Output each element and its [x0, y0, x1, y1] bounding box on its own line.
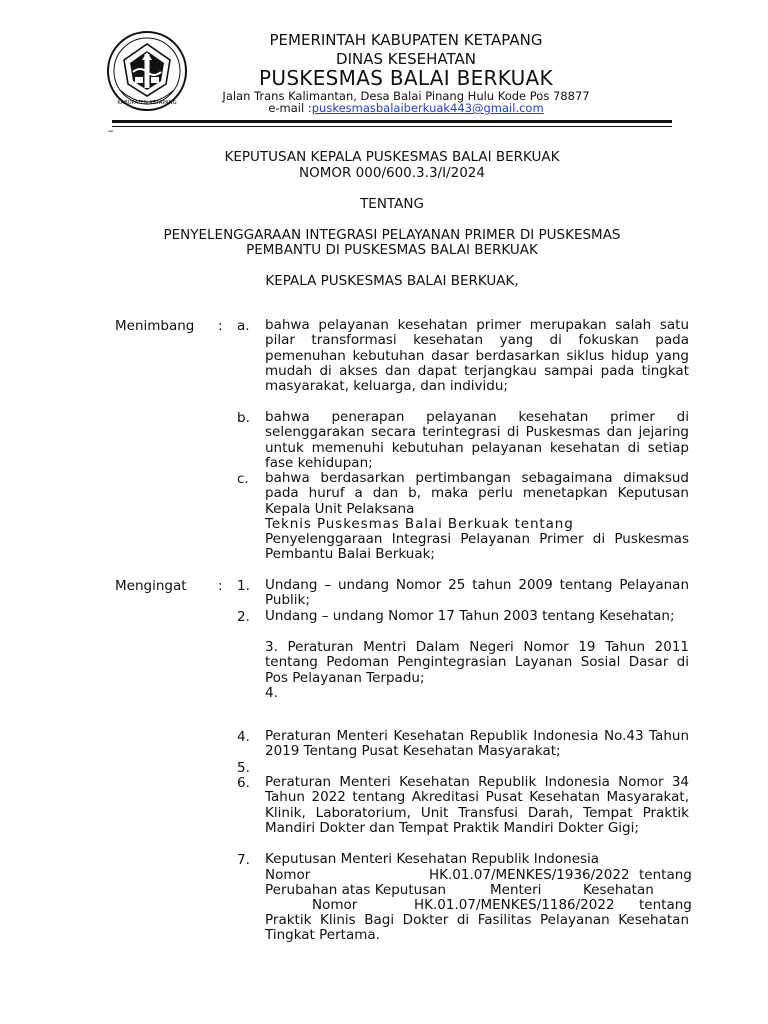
- mengingat-colon: :: [218, 578, 223, 594]
- mengingat-item-2: Undang – undang Nomor 17 Tahun 2003 tentang Kesehatan;: [265, 608, 675, 624]
- stray-mark: –: [108, 124, 114, 137]
- mengingat-item-6: Peraturan Menteri Kesehatan Republik Indonesia Nomor 34 Tahun 2022 tentang Akreditasi Pusat Kesehatan Masyarakat, Klinik, Laboratorium, Unit Transfusi Darah, Tempat Praktik Mandiri Dokter dan Tempat Praktik Mandiri Dokter Gigi;: [265, 774, 689, 836]
- letterhead-institution: PUSKESMAS BALAI BERKUAK: [259, 66, 553, 90]
- mengingat-item-7-number1: HK.01.07/MENKES/1936/2022: [429, 867, 630, 883]
- mengingat-item-7-nomor2: Nomor: [312, 897, 358, 913]
- tentang-heading: TENTANG: [360, 196, 424, 212]
- header-rule-thick: [112, 120, 672, 123]
- mengingat-item-7-kesehatan: Kesehatan: [583, 882, 654, 898]
- letterhead-line2: DINAS KESEHATAN: [336, 50, 476, 68]
- letterhead-email-line: [190, 101, 622, 115]
- letterhead-line1: PEMERINTAH KABUPATEN KETAPANG: [269, 31, 543, 49]
- email-label: e-mail :: [268, 101, 312, 115]
- mengingat-item-1: Undang – undang Nomor 25 tahun 2009 tentang Pelayanan Publik;: [265, 577, 689, 609]
- mengingat-item-7-number2: HK.01.07/MENKES/1186/2022: [414, 897, 615, 913]
- mengingat-item-7-menteri: Menteri: [490, 882, 542, 898]
- menimbang-item-c-part2: Teknis Puskesmas Balai Berkuak tentang: [265, 516, 574, 532]
- menimbang-marker-b: b.: [237, 410, 250, 426]
- mengingat-marker-7: 7.: [237, 852, 250, 868]
- mengingat-item-4: Peraturan Menteri Kesehatan Republik Indonesia No.43 Tahun 2019 Tentang Pusat Kesehatan Masyarakat;: [265, 728, 689, 760]
- mengingat-item-7-line1: Keputusan Menteri Kesehatan Republik Indonesia: [265, 851, 600, 867]
- email-link[interactable]: puskesmasbalaiberkuak443@gmail.com: [311, 101, 544, 115]
- mengingat-item-4-empty: 4.: [265, 685, 278, 701]
- official-title: KEPALA PUSKESMAS BALAI BERKUAK,: [265, 273, 519, 289]
- menimbang-item-c-part1: bahwa berdasarkan pertimbangan sebagaimana dimaksud pada huruf a dan b, maka perlu menetapkan Keputusan Kepala Unit Pelaksana: [265, 470, 689, 517]
- menimbang-marker-c: c.: [237, 471, 249, 487]
- header-rule-thin: [112, 126, 672, 127]
- mengingat-item-3-inline: 3. Peraturan Mentri Dalam Negeri Nomor 19 Tahun 2011 tentang Pedoman Pengintegrasian Layanan Sosial Dasar di Pos Pelayanan Terpadu;: [265, 639, 689, 686]
- letterhead-address: Jalan Trans Kalimantan, Desa Balai Pinang Hulu Kode Pos 78877: [222, 89, 590, 103]
- logo-caption: KABUPATEN KETAPANG: [117, 100, 177, 106]
- menimbang-colon: :: [218, 318, 223, 334]
- mengingat-marker-4: 4.: [237, 729, 250, 745]
- mengingat-item-7-last: Praktik Klinis Bagi Dokter di Fasilitas Pelayanan Kesehatan Tingkat Pertama.: [265, 912, 689, 944]
- menimbang-label: Menimbang: [115, 318, 195, 334]
- menimbang-item-b: bahwa penerapan pelayanan kesehatan primer di selenggarakan secara terintegrasi di Puskesmas dan jejaring untuk memenuhi kebutuhan pelayanan kesehatan di setiap fase kehidupan;: [265, 409, 689, 471]
- mengingat-marker-1: 1.: [237, 578, 250, 594]
- mengingat-marker-5: 5.: [237, 760, 250, 776]
- mengingat-item-7-tentang2: tentang: [639, 897, 692, 913]
- mengingat-item-7-perubahan: Perubahan atas Keputusan: [265, 882, 447, 898]
- mengingat-item-7-nomor1: Nomor: [265, 867, 311, 883]
- mengingat-item-7-tentang1: tentang: [639, 867, 692, 883]
- decree-title: KEPUTUSAN KEPALA PUSKESMAS BALAI BERKUAK: [224, 149, 560, 165]
- mengingat-marker-6: 6.: [237, 775, 250, 791]
- menimbang-item-c-part3: Penyelenggaraan Integrasi Pelayanan Primer di Puskesmas Pembantu Balai Berkuak;: [265, 531, 689, 563]
- kabupaten-ketapang-seal-logo: [106, 30, 188, 112]
- subject-line1: PENYELENGGARAAN INTEGRASI PELAYANAN PRIMER DI PUSKESMAS: [163, 227, 621, 243]
- menimbang-item-a: bahwa pelayanan kesehatan primer merupakan salah satu pilar transformasi kesehatan yang di fokuskan pada pemenuhan kebutuhan dasar berdasarkan siklus hidup yang mudah di akses dan dapat terjangkau sampai pada tingkat masyarakat, keluarga, dan individu;: [265, 317, 689, 395]
- decree-number: NOMOR 000/600.3.3/I/2024: [299, 165, 485, 181]
- subject-line2: PEMBANTU DI PUSKESMAS BALAI BERKUAK: [246, 242, 538, 258]
- menimbang-marker-a: a.: [237, 318, 250, 334]
- mengingat-label: Mengingat: [115, 578, 187, 594]
- mengingat-marker-2: 2.: [237, 609, 250, 625]
